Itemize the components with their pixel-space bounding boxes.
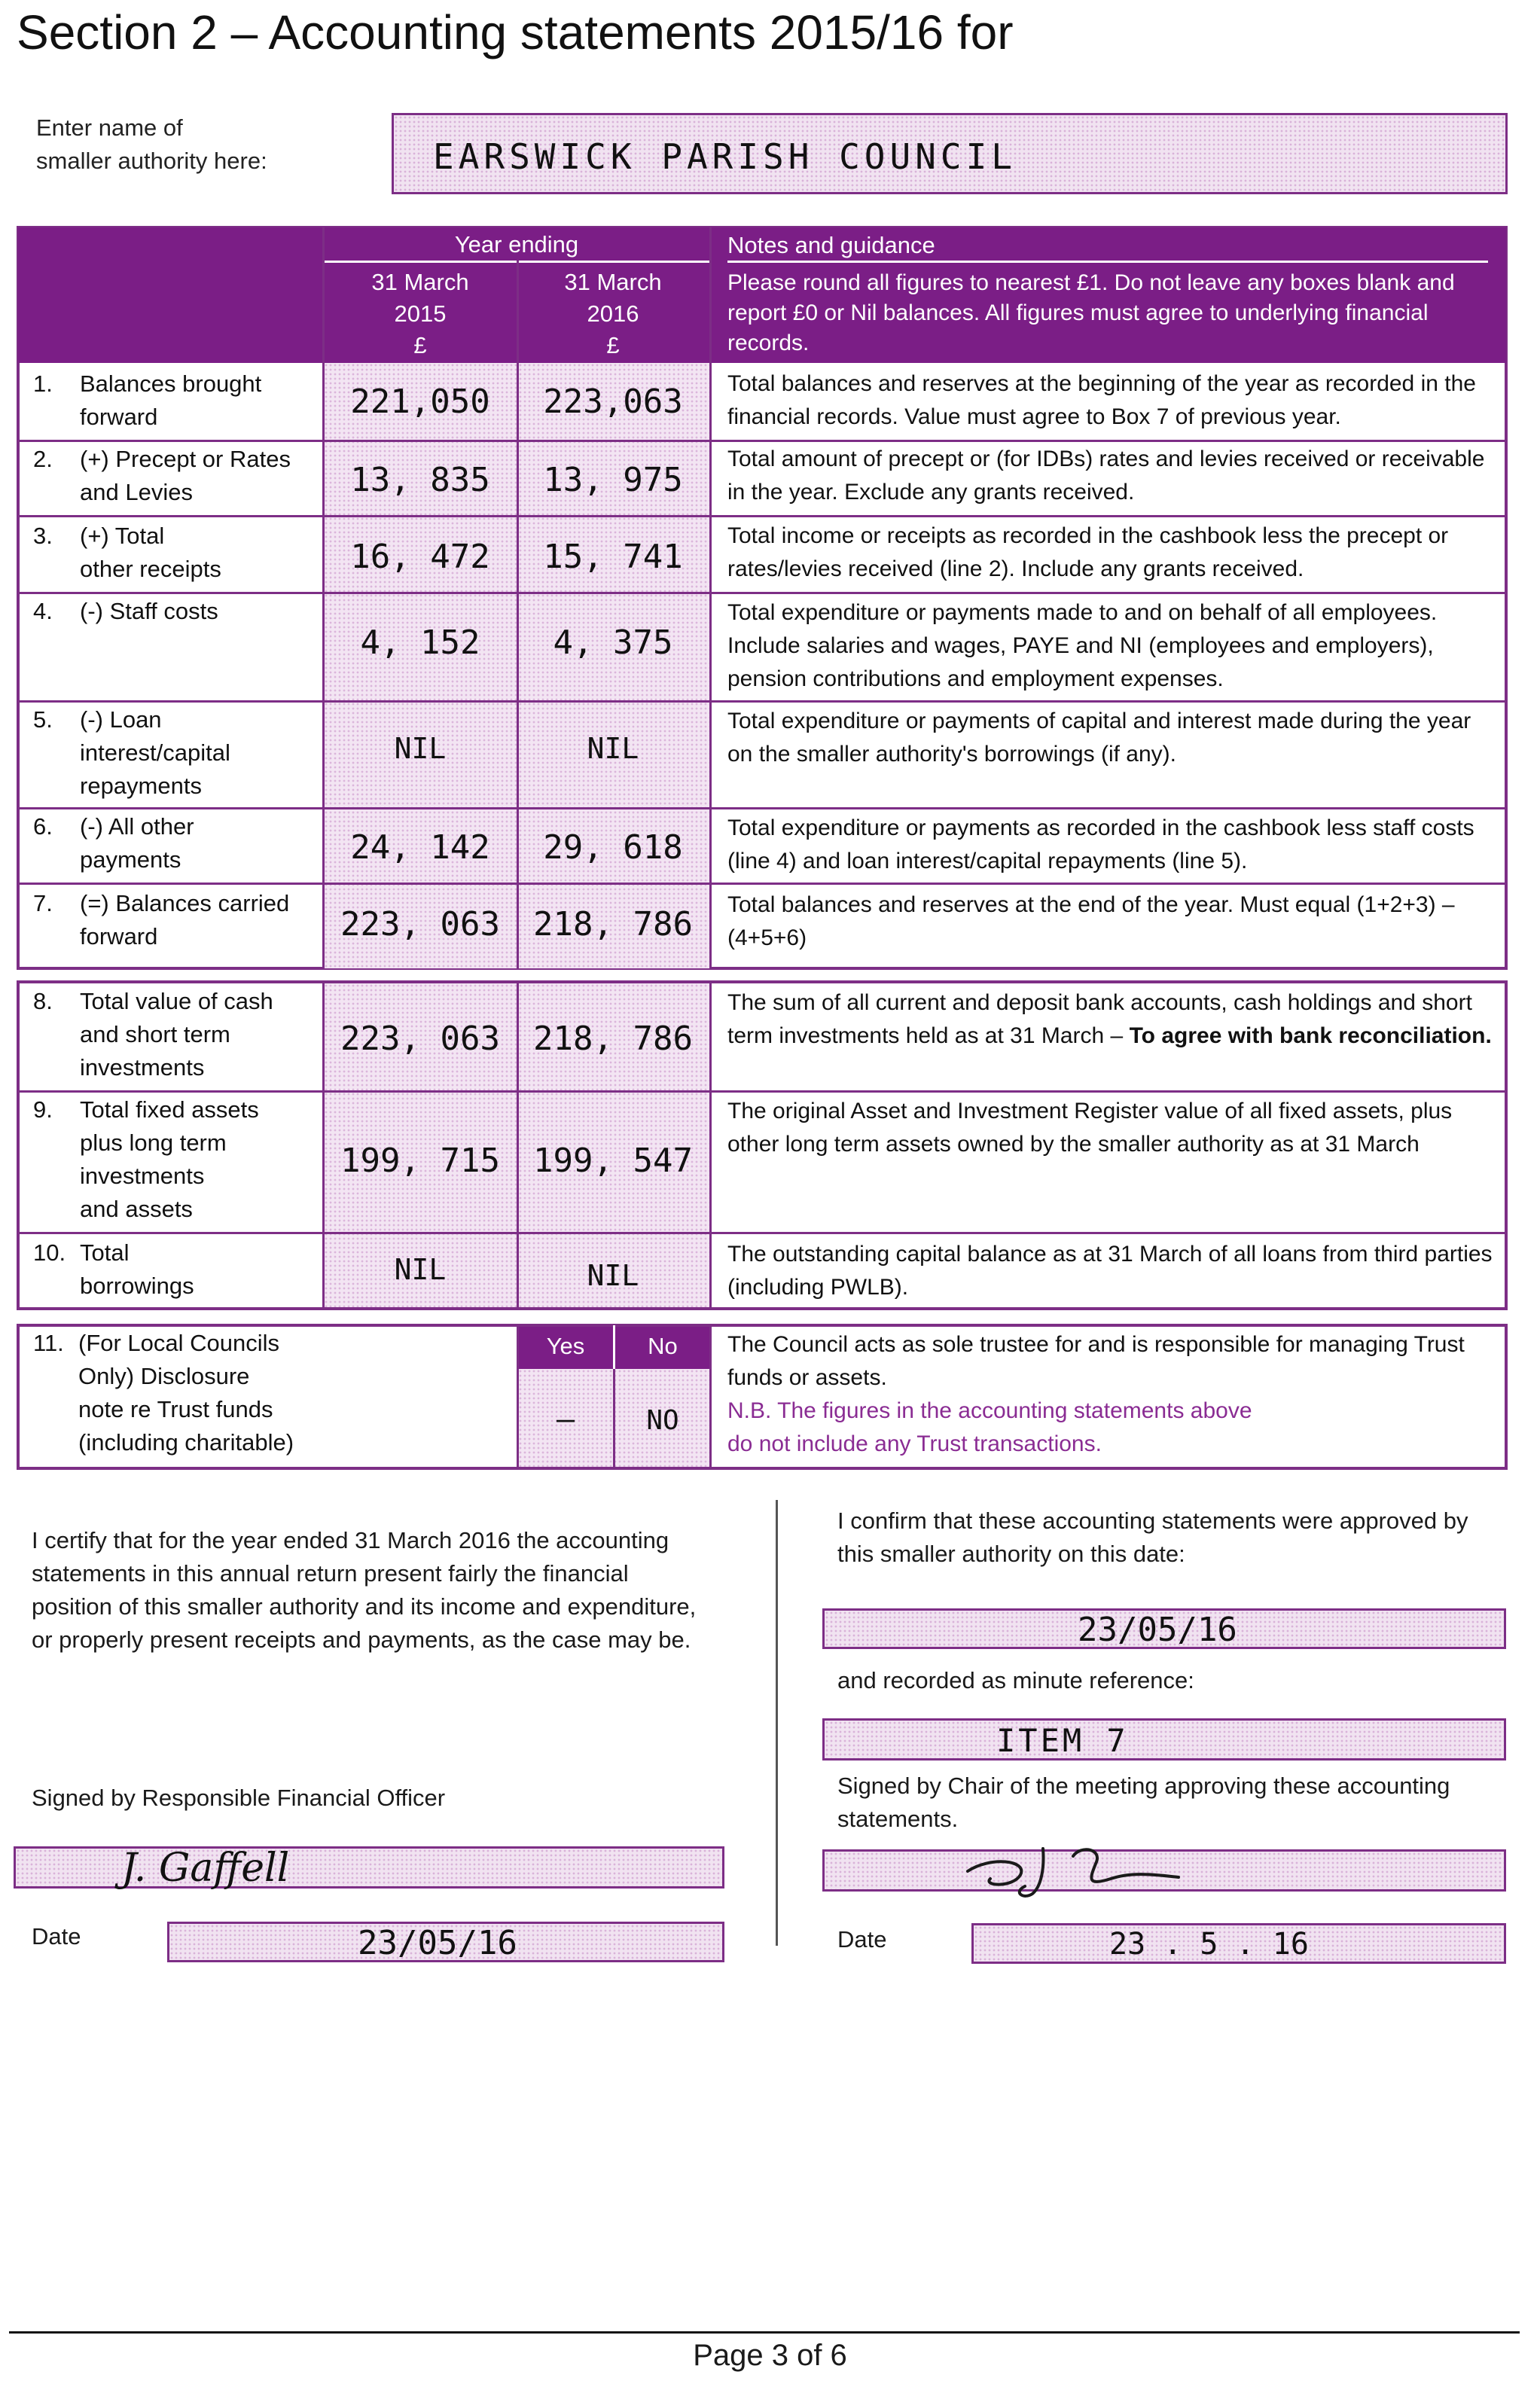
chair-date-value: 23 . 5 . 16	[1109, 1927, 1309, 1962]
row-3-note: Total income or receipts as recorded in the cashbook less the precept or rates/levies received (line 2). Include any grants received.	[727, 523, 1449, 581]
page-title: Section 2 – Accounting statements 2015/16 for	[17, 5, 1014, 59]
row-5-2016[interactable]: NIL	[587, 732, 639, 765]
row-9-label-line1: Total fixed assets	[80, 1096, 259, 1123]
row-4-2015[interactable]: 4, 152	[360, 623, 480, 662]
row-7-2015[interactable]: 223, 063	[340, 905, 500, 944]
row-3-label-line1: (+) Total	[80, 523, 165, 549]
row-3-label	[80, 520, 321, 586]
row-7-label	[80, 887, 321, 953]
row-11-label	[78, 1327, 500, 1459]
row-6-2015[interactable]: 24, 142	[350, 828, 490, 867]
row-5-note: Total expenditure or payments of capital and interest made during the year on the smaller authority's borrowings (if any).	[727, 709, 1471, 767]
row-5-number: 5.	[33, 706, 53, 733]
row-5-2015[interactable]: NIL	[394, 732, 447, 765]
row-10-note: The outstanding capital balance as at 31 March of all loans from third parties (including PWLB).	[727, 1242, 1493, 1300]
row-8-number: 8.	[33, 988, 53, 1014]
row-8-label	[80, 985, 321, 1084]
section-divider	[776, 1500, 778, 1946]
col-2015-line2: 2015	[394, 300, 447, 327]
row-8-2015[interactable]: 223, 063	[340, 1020, 500, 1058]
rfo-signature: J. Gaffell	[121, 1846, 290, 1891]
row-7-note: Total balances and reserves at the end of the year. Must equal (1+2+3) – (4+5+6)	[727, 892, 1455, 950]
minute-ref-field[interactable]	[822, 1718, 1506, 1760]
row-9-2016[interactable]: 199, 547	[533, 1142, 693, 1180]
chair-signature-scribble	[960, 1834, 1186, 1901]
row-5-label-line3: repayments	[80, 773, 202, 799]
row-2-number: 2.	[33, 446, 53, 472]
row-3-number: 3.	[33, 523, 53, 549]
row-2-2016[interactable]: 13, 975	[543, 461, 683, 499]
row-6-2016[interactable]: 29, 618	[543, 828, 683, 867]
row-6-label	[80, 810, 321, 876]
row-1-label-line2: forward	[80, 404, 158, 430]
footer-rule	[9, 2331, 1520, 2334]
row-9-note: The original Asset and Investment Register value of all fixed assets, plus other long term assets owned by the smaller authority as at 31 March	[727, 1099, 1453, 1157]
row-10-label	[80, 1236, 321, 1303]
row-6-label-line2: payments	[80, 846, 181, 873]
row-3-2015[interactable]: 16, 472	[350, 538, 490, 576]
row-10-label-line2: borrowings	[80, 1273, 194, 1299]
row-5-label-line1: (-) Loan	[80, 706, 162, 733]
row-8-note	[727, 986, 1500, 1053]
chair-signature-field[interactable]	[822, 1849, 1506, 1892]
row-6-label-line1: (-) All other	[80, 813, 194, 840]
row-10-2015[interactable]: NIL	[394, 1253, 447, 1286]
row-6-note: Total expenditure or payments as recorded in the cashbook less staff costs (line 4) and loan interest/capital repayments (line 5).	[727, 815, 1474, 873]
authority-label	[36, 111, 267, 178]
row-1-2015[interactable]: 221,050	[350, 383, 490, 421]
row-10-number: 10.	[33, 1239, 66, 1266]
row-7-label-line2: forward	[80, 923, 158, 950]
rfo-date-label: Date	[32, 1923, 81, 1949]
chair-date-label: Date	[837, 1926, 887, 1953]
page-number: Page 3 of 6	[693, 2339, 847, 2372]
row-5-label	[80, 703, 321, 803]
notes-guidance: Please round all figures to nearest £1. Do not leave any boxes blank and report £0 or Nil balances. All figures must agree to underlying financial records.	[727, 270, 1455, 355]
col-2016-line2: 2016	[587, 300, 639, 327]
row-8-label-line2: and short term	[80, 1021, 230, 1047]
rfo-date-field[interactable]	[167, 1922, 724, 1962]
rfo-signature-field[interactable]	[14, 1846, 724, 1889]
row-10-2016[interactable]: NIL	[587, 1259, 639, 1292]
no-value[interactable]: NO	[646, 1405, 679, 1436]
authority-label-line2: smaller authority here:	[36, 148, 267, 174]
row-11-label-line1: (For Local Councils	[78, 1330, 280, 1356]
row-11-note: The Council acts as sole trustee for and is responsible for managing Trust funds or assets.	[727, 1332, 1465, 1390]
no-label: No	[648, 1333, 678, 1359]
row-4-2016[interactable]: 4, 375	[553, 623, 673, 662]
row-5-label-line2: interest/capital	[80, 739, 230, 766]
row-2-label	[80, 443, 321, 509]
row-4-number: 4.	[33, 598, 53, 624]
col-2015-line1: 31 March	[371, 269, 469, 295]
authority-name-field[interactable]	[392, 113, 1508, 194]
row-9-number: 9.	[33, 1096, 53, 1123]
yes-value[interactable]: —	[556, 1402, 575, 1437]
approved-date-value: 23/05/16	[1078, 1611, 1237, 1649]
row-11-label-line4: (including charitable)	[78, 1429, 294, 1456]
chair-signed-label: Signed by Chair of the meeting approving these accounting statements.	[837, 1773, 1450, 1832]
row-4-label-line1: (-) Staff costs	[80, 598, 218, 624]
row-8-note-bold: To agree with bank reconciliation.	[1129, 1023, 1492, 1048]
certify-text: I certify that for the year ended 31 March 2016 the accounting statements in this annual return present fairly the financial position of this smaller authority and its income and expenditure, or properly present receipts and payments, as the case may be.	[32, 1527, 697, 1653]
authority-name-value: EARSWICK PARISH COUNCIL	[433, 136, 1017, 177]
col-2015-line3: £	[413, 332, 427, 358]
row-9-label	[80, 1093, 321, 1226]
yes-label: Yes	[546, 1333, 585, 1359]
row-9-label-line4: and assets	[80, 1196, 193, 1222]
row-3-label-line2: other receipts	[80, 556, 221, 582]
row-8-label-line3: investments	[80, 1054, 205, 1081]
col-2016-line1: 31 March	[564, 269, 662, 295]
confirm-text: I confirm that these accounting statements were approved by this smaller authority on this date:	[837, 1507, 1468, 1567]
row-1-note: Total balances and reserves at the beginning of the year as recorded in the financial records. Value must agree to Box 7 of previous year.	[727, 371, 1476, 429]
row-7-2016[interactable]: 218, 786	[533, 905, 693, 944]
row-9-label-line3: investments	[80, 1163, 205, 1189]
notes-divider	[727, 261, 1488, 263]
row-2-note: Total amount of precept or (for IDBs) rates and levies received or receivable in the year. Exclude any grants received.	[727, 447, 1485, 505]
row-8-note-text: The sum of all current and deposit bank accounts, cash holdings and short term investments held as at 31 March –	[727, 990, 1472, 1048]
authority-label-line1: Enter name of	[36, 114, 183, 141]
chair-date-field[interactable]	[971, 1923, 1506, 1964]
row-11-nb: N.B. The figures in the accounting statements above do not include any Trust transactions.	[727, 1398, 1252, 1456]
row-7-label-line1: (=) Balances carried	[80, 890, 290, 916]
rfo-date-value: 23/05/16	[358, 1924, 517, 1962]
row-6-number: 6.	[33, 813, 53, 840]
year-ending-heading: Year ending	[454, 231, 579, 258]
row-2-2015[interactable]: 13, 835	[350, 461, 490, 499]
row-8-label-line1: Total value of cash	[80, 988, 273, 1014]
row-9-label-line2: plus long term	[80, 1129, 227, 1156]
row-7-number: 7.	[33, 890, 53, 916]
minute-label: and recorded as minute reference:	[837, 1667, 1194, 1693]
col-2016-line3: £	[606, 332, 620, 358]
row-11-number: 11.	[33, 1330, 64, 1356]
row-1-label-line1: Balances brought	[80, 370, 262, 397]
row-2-label-line1: (+) Precept or Rates	[80, 446, 291, 472]
col-2016-heading	[517, 267, 709, 361]
col-2015-heading	[324, 267, 517, 361]
row-10-label-line1: Total	[80, 1239, 130, 1266]
row-1-number: 1.	[33, 370, 53, 397]
row-1-2016[interactable]: 223,063	[543, 383, 683, 421]
row-3-2016[interactable]: 15, 741	[543, 538, 683, 576]
row-9-2015[interactable]: 199, 715	[340, 1142, 500, 1180]
minute-ref-value: ITEM 7	[996, 1722, 1129, 1759]
row-11-label-line3: note re Trust funds	[78, 1396, 273, 1422]
row-1-label	[80, 367, 321, 434]
notes-heading: Notes and guidance	[727, 232, 935, 258]
row-2-label-line2: and Levies	[80, 479, 193, 505]
rfo-signed-label: Signed by Responsible Financial Officer	[32, 1785, 446, 1811]
approved-date-field[interactable]	[822, 1608, 1506, 1649]
row-4-note: Total expenditure or payments made to and on behalf of all employees. Include salaries and wages, PAYE and NI (employees and employers), pension contributions and employment expenses.	[727, 600, 1438, 691]
row-11-label-line2: Only) Disclosure	[78, 1363, 250, 1389]
row-8-2016[interactable]: 218, 786	[533, 1020, 693, 1058]
row-4-label	[80, 595, 321, 628]
